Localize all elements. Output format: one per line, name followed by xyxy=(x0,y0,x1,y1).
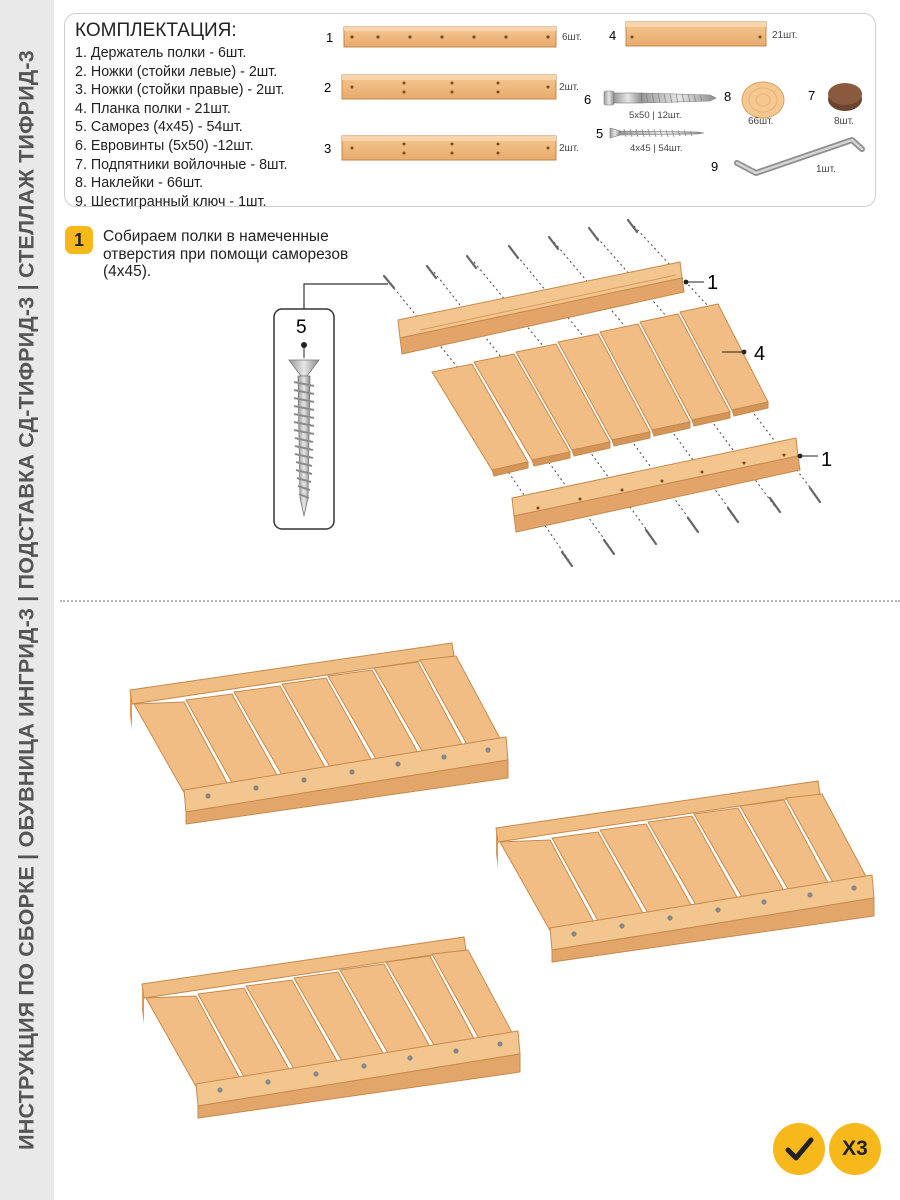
callout-rail-top: 1 xyxy=(707,272,719,294)
assembled-shelf xyxy=(496,781,874,962)
part-8-number: 8 xyxy=(724,89,732,104)
check-badge xyxy=(773,1123,825,1175)
part-3-qty: 2шт. xyxy=(559,143,579,154)
kit-list-item: 4. Планка полки - 21шт. xyxy=(75,100,231,117)
part-7-qty: 8шт. xyxy=(834,116,854,127)
part-2-number: 2 xyxy=(324,80,332,95)
part-6-qty: 5х50 | 12шт. xyxy=(629,110,682,121)
part-4-shelf-slat xyxy=(609,22,797,46)
part-2-qty: 2шт. xyxy=(559,82,579,93)
step-number-badge: 1 xyxy=(65,226,93,254)
document-title-vertical: ИНСТРУКЦИЯ ПО СБОРКЕ | ОБУВНИЦА ИНГРИД-3 | ПОДСТАВКА СД-ТИФРИД-3 | СТЕЛЛАЖ ТИФРИД-3 xyxy=(14,50,39,1150)
callout-slats: 4 xyxy=(754,343,766,365)
part-9-hex-key xyxy=(711,140,862,175)
kit-list-item: 9. Шестигранный ключ - 1шт. xyxy=(75,193,267,210)
part-6-euroscrew xyxy=(584,91,716,121)
kit-list-item: 6. Евровинты (5х50) -12шт. xyxy=(75,137,254,154)
part-1-qty: 6шт. xyxy=(562,32,582,43)
assembled-shelf xyxy=(142,937,520,1118)
callout-rail-bottom: 1 xyxy=(821,449,833,471)
screw-callout-number: 5 xyxy=(296,317,307,338)
part-9-qty: 1шт. xyxy=(816,164,836,175)
part-3-number: 3 xyxy=(324,141,332,156)
part-4-qty: 21шт. xyxy=(772,30,798,41)
screws-top xyxy=(384,220,637,288)
kit-list-item: 5. Саморез (4х45) - 54шт. xyxy=(75,119,243,136)
kit-title: КОМПЛЕКТАЦИЯ: xyxy=(75,20,237,41)
kit-list-item: 8. Наклейки - 66шт. xyxy=(75,175,204,192)
part-5-number: 5 xyxy=(596,126,604,141)
multiplier-badge: Х3 xyxy=(829,1123,881,1175)
part-4-number: 4 xyxy=(609,28,617,43)
part-9-number: 9 xyxy=(711,159,719,174)
kit-list-item: 2. Ножки (стойки левые) - 2шт. xyxy=(75,63,278,80)
step-instruction: Собираем полки в намеченные отверстия при помощи саморезов (4х45). xyxy=(103,228,349,280)
part-6-number: 6 xyxy=(584,92,592,107)
part-8-qty: 66шт. xyxy=(748,116,774,127)
part-1-number: 1 xyxy=(326,30,334,45)
checkmark-icon xyxy=(773,1123,825,1175)
part-5-qty: 4х45 | 54шт. xyxy=(630,143,683,154)
kit-list-item: 3. Ножки (стойки правые) - 2шт. xyxy=(75,82,285,99)
part-2-left-legs xyxy=(324,75,579,99)
part-7-felt-pad xyxy=(808,83,862,127)
kit-list-item: 1. Держатель полки - 6шт. xyxy=(75,45,247,61)
part-1-shelf-holder xyxy=(326,27,582,47)
part-3-right-legs xyxy=(324,136,579,160)
part-8-sticker xyxy=(724,82,784,127)
part-5-wood-screw xyxy=(596,126,704,154)
screw-callout xyxy=(274,284,388,529)
part-7-number: 7 xyxy=(808,88,816,103)
assembled-shelf xyxy=(130,643,508,824)
kit-list-item: 7. Подпятники войлочные - 8шт. xyxy=(75,156,288,173)
